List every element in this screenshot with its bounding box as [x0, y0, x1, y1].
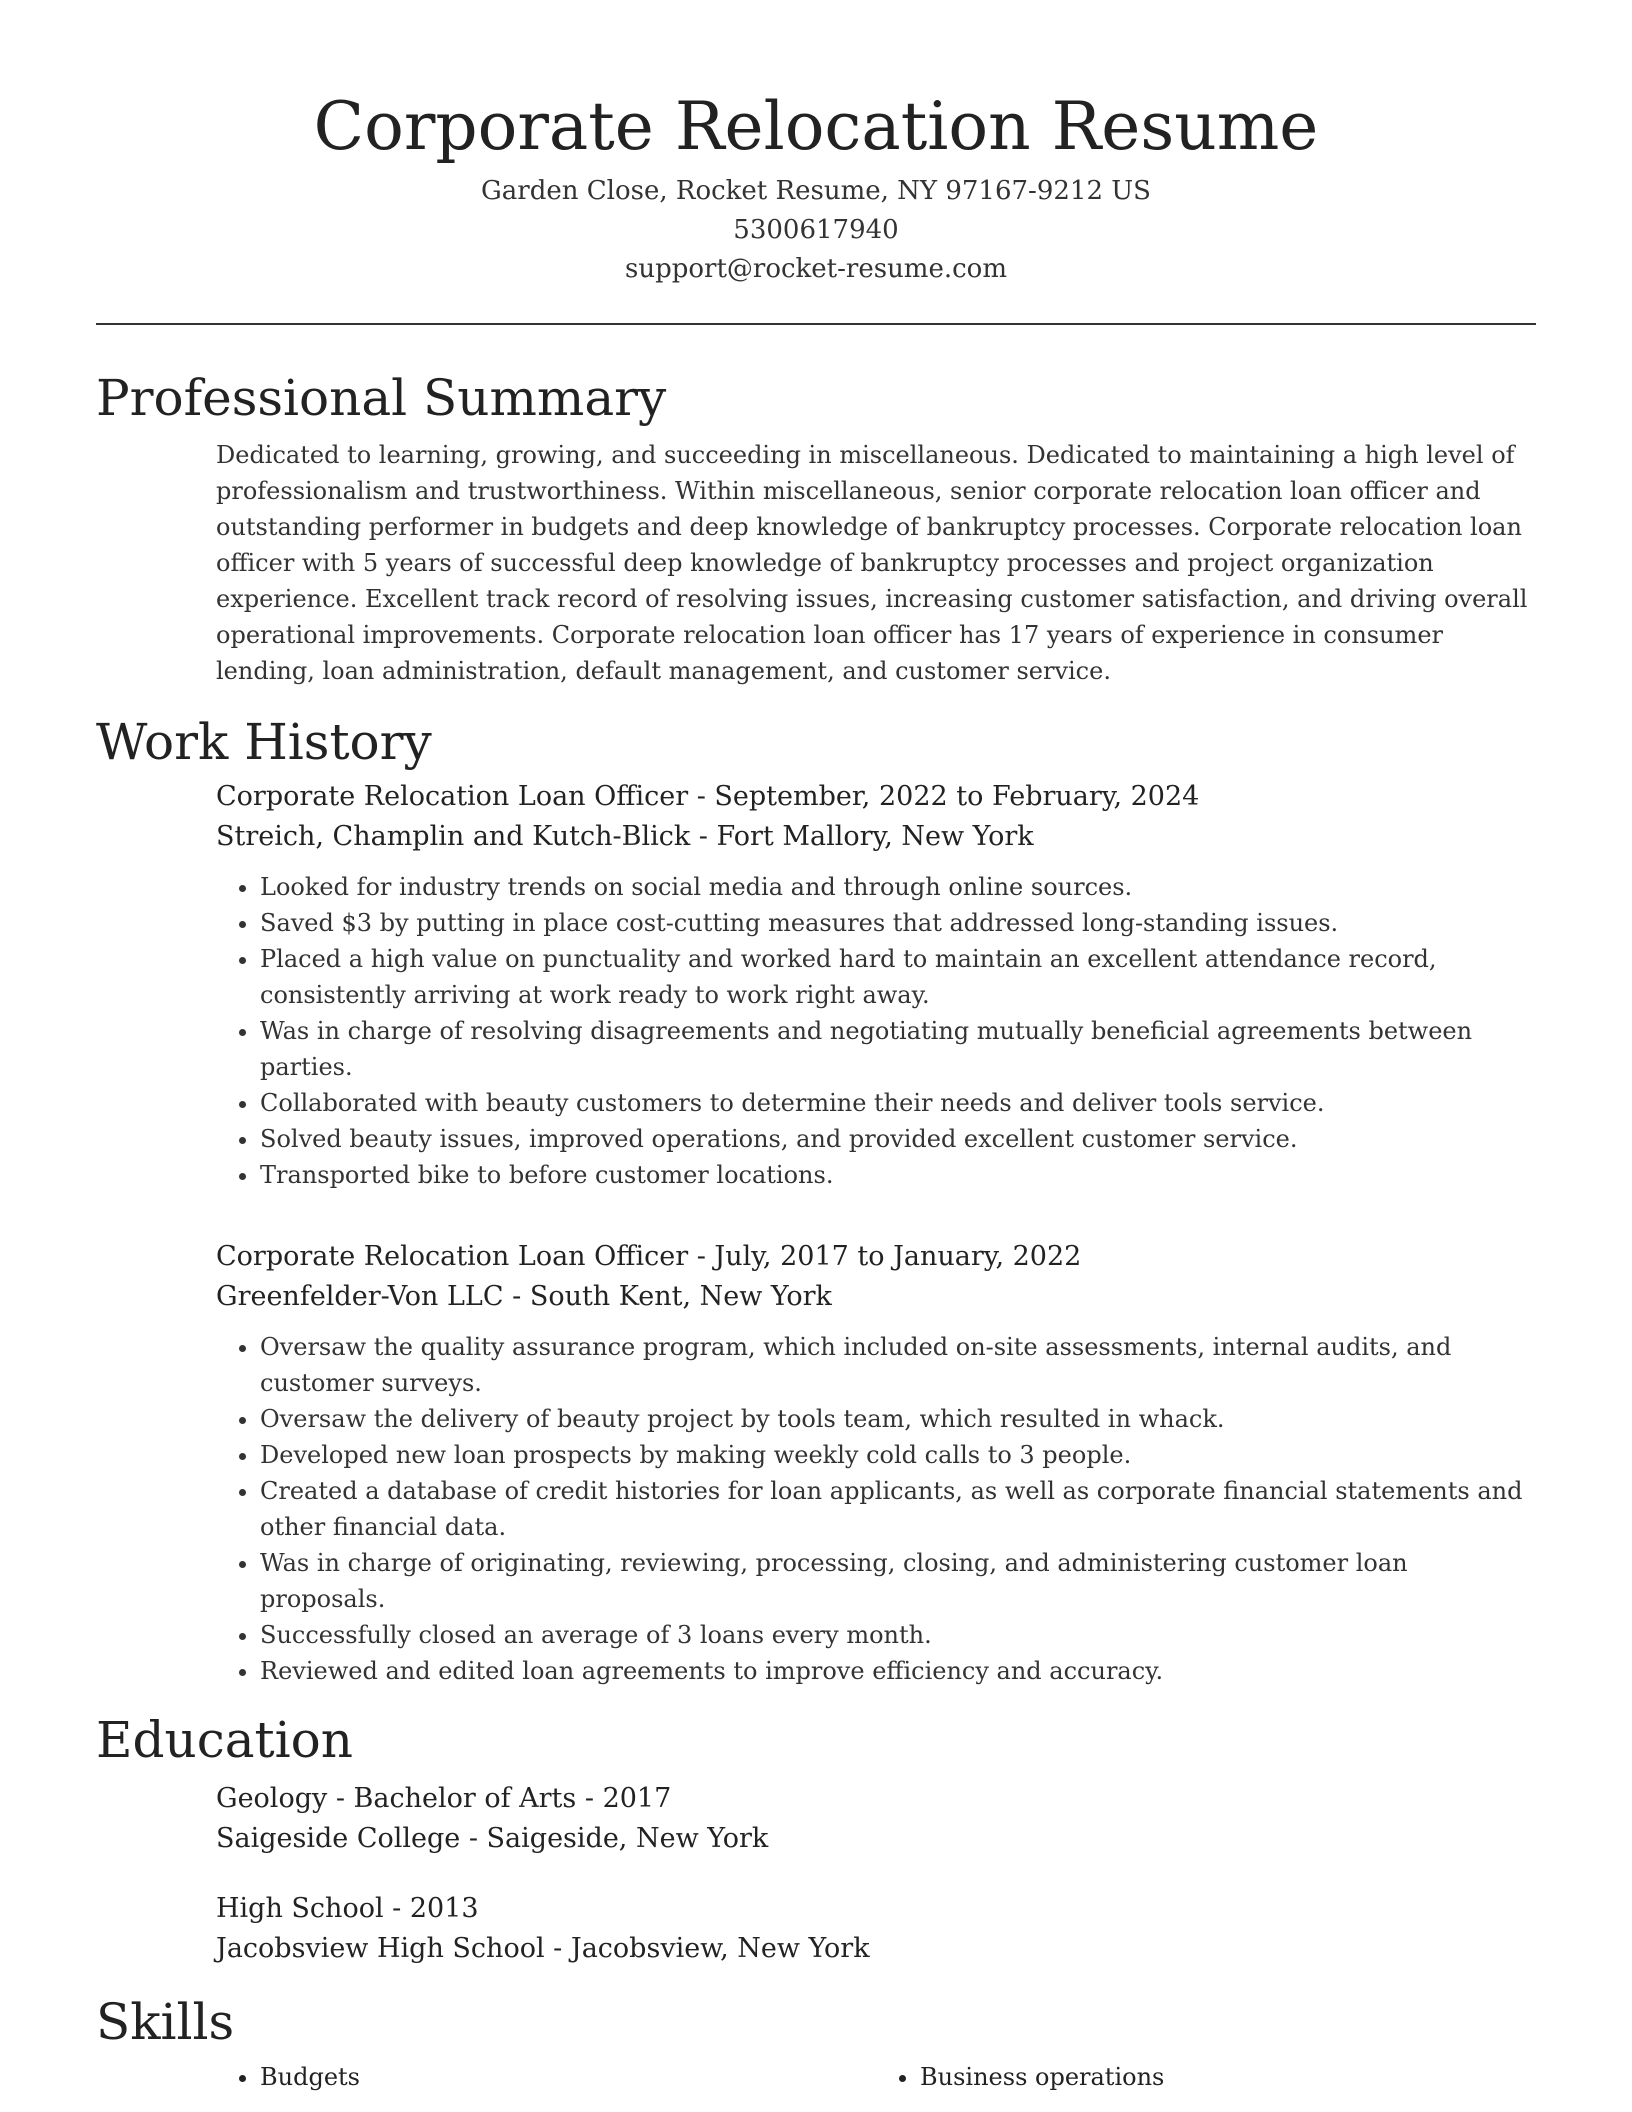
resume-title: Corporate Relocation Resume	[313, 88, 1319, 165]
job-dates: - July, 2017 to January, 2022	[688, 1241, 1082, 1272]
work-history-section	[96, 711, 1536, 1689]
skills-list-left	[216, 2059, 876, 2095]
education-location: - Saigeside, New York	[460, 1823, 769, 1854]
job-bullet: • Saved $3 by putting in place cost-cutting measures that addressed long-standing issues.	[260, 905, 1536, 941]
job-bullets	[216, 1329, 1536, 1689]
job-bullet: • Collaborated with beauty customers to determine their needs and deliver tools service.	[260, 1085, 1536, 1121]
education-degree: High School	[216, 1893, 384, 1924]
education-entry	[216, 1779, 1536, 1859]
job-bullet: • Looked for industry trends on social media and through online sources.	[260, 869, 1536, 905]
job-bullet: • Reviewed and edited loan agreements to improve efficiency and accuracy.	[260, 1653, 1536, 1689]
section-title-education: Education	[96, 1711, 353, 1769]
header-divider	[96, 323, 1536, 325]
job-company: Greenfelder-Von LLC	[216, 1281, 504, 1312]
education-degree-line	[216, 1779, 1536, 1819]
skills-columns	[216, 2059, 1536, 2095]
education-school: Saigeside College	[216, 1823, 461, 1854]
summary-section	[96, 367, 1536, 689]
job-entry	[216, 1237, 1536, 1689]
section-title-summary: Professional Summary	[96, 369, 667, 427]
education-degree-line	[216, 1889, 1536, 1929]
job-bullet: • Was in charge of originating, reviewing, processing, closing, and administering customer loan proposals.	[260, 1545, 1536, 1617]
job-company-line	[216, 1277, 1536, 1317]
job-location: - South Kent, New York	[503, 1281, 832, 1312]
job-role: Corporate Relocation Loan Officer	[216, 1241, 689, 1272]
job-bullets	[216, 869, 1536, 1193]
education-location: - Jacobsview, New York	[544, 1933, 870, 1964]
education-school-line	[216, 1819, 1536, 1859]
contact-phone: 5300617940	[733, 215, 899, 245]
skill-item: • Business operations	[920, 2059, 1536, 2095]
job-bullet: • Oversaw the delivery of beauty project by tools team, which resulted in whack.	[260, 1401, 1536, 1437]
job-bullet: • Developed new loan prospects by making weekly cold calls to 3 people.	[260, 1437, 1536, 1473]
job-title-line	[216, 777, 1536, 817]
education-entry	[216, 1889, 1536, 1969]
job-company-line	[216, 817, 1536, 857]
contact-address: Garden Close, Rocket Resume, NY 97167-9212 US	[481, 176, 1151, 206]
skills-section	[96, 1991, 1536, 2095]
job-entry	[216, 777, 1536, 1193]
section-title-work-history: Work History	[96, 713, 432, 771]
job-dates: - September, 2022 to February, 2024	[688, 781, 1200, 812]
section-title-skills: Skills	[96, 1993, 235, 2051]
education-section	[96, 1709, 1536, 1969]
resume-header	[96, 0, 1536, 289]
education-school: Jacobsview High School	[216, 1933, 545, 1964]
job-location: - Fort Mallory, New York	[690, 821, 1034, 852]
education-year: - 2017	[576, 1783, 672, 1814]
job-title-line	[216, 1237, 1536, 1277]
job-bullet: • Created a database of credit histories for loan applicants, as well as corporate financial statements and other financial data.	[260, 1473, 1536, 1545]
contact-email: support@rocket-resume.com	[624, 254, 1007, 284]
contact-block	[96, 172, 1536, 289]
job-bullet: • Successfully closed an average of 3 loans every month.	[260, 1617, 1536, 1653]
skills-list-right	[876, 2059, 1536, 2095]
job-company: Streich, Champlin and Kutch-Blick	[216, 821, 691, 852]
job-role: Corporate Relocation Loan Officer	[216, 781, 689, 812]
job-bullet: • Placed a high value on punctuality and worked hard to maintain an excellent attendance record, consistently arriving at work ready to work right away.	[260, 941, 1536, 1013]
education-year: - 2013	[383, 1893, 479, 1924]
summary-text: Dedicated to learning, growing, and succeeding in miscellaneous. Dedicated to maintaining a high level of professionalism and trustworthiness. Within miscellaneous, senior corporate relocation loan officer and outstanding performer in budgets and deep knowledge of bankruptcy processes. Corporate relocation loan officer with 5 years of successful deep knowledge of bankruptcy processes and project organization experience. Excellent track record of resolving issues, increasing customer satisfaction, and driving overall operational improvements. Corporate relocation loan officer has 17 years of experience in consumer lending, loan administration, default management, and customer service.	[216, 441, 1528, 685]
education-degree: Geology - Bachelor of Arts	[216, 1783, 577, 1814]
skill-item: • Budgets	[260, 2059, 876, 2095]
job-bullet: • Transported bike to before customer locations.	[260, 1157, 1536, 1193]
job-bullet: • Solved beauty issues, improved operations, and provided excellent customer service.	[260, 1121, 1536, 1157]
job-bullet: • Oversaw the quality assurance program, which included on-site assessments, internal audits, and customer surveys.	[260, 1329, 1536, 1401]
job-bullet: • Was in charge of resolving disagreements and negotiating mutually beneficial agreements between parties.	[260, 1013, 1536, 1085]
education-school-line	[216, 1929, 1536, 1969]
